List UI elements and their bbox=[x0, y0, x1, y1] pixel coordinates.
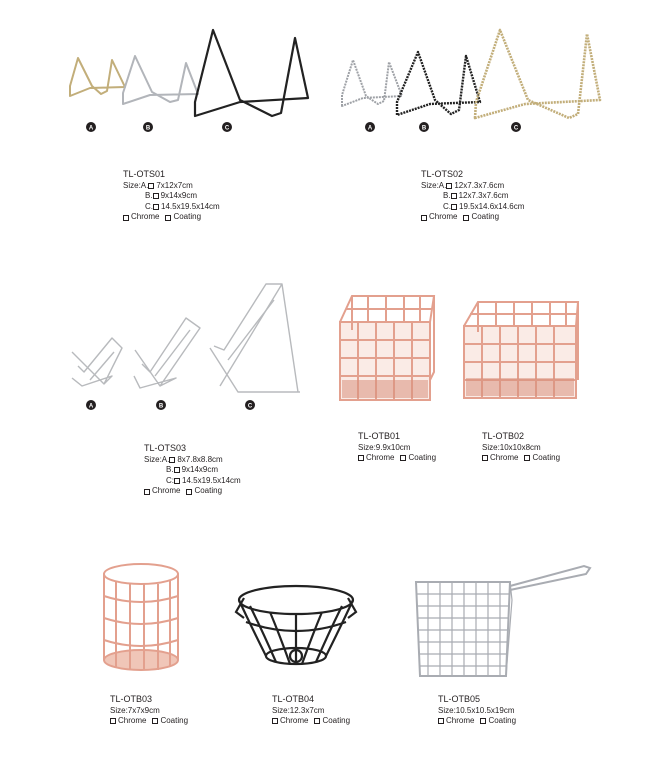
size-value: 14.5x19.5x14cm bbox=[182, 475, 241, 485]
coating-option[interactable] bbox=[152, 716, 188, 727]
chrome-option[interactable] bbox=[482, 453, 518, 464]
size-checkbox[interactable] bbox=[169, 457, 175, 463]
size-value: Size:10x10x8cm bbox=[482, 442, 541, 452]
size-option-label: C. bbox=[443, 201, 451, 211]
stand-ots03-c bbox=[210, 284, 300, 392]
chrome-label: Chrome bbox=[118, 716, 147, 726]
coating-option[interactable] bbox=[480, 716, 516, 727]
spec-block-ots03 bbox=[144, 443, 241, 497]
spec-block-otb02 bbox=[482, 431, 566, 464]
product-code: TL-OTS03 bbox=[144, 443, 187, 453]
coating-label: Coating bbox=[408, 453, 437, 463]
chrome-checkbox[interactable] bbox=[272, 718, 278, 724]
coating-label: Coating bbox=[471, 212, 500, 222]
coating-checkbox[interactable] bbox=[463, 215, 469, 221]
product-code: TL-OTB01 bbox=[358, 431, 401, 441]
size-option-label: B. bbox=[443, 191, 451, 201]
size-value: 12x7.3x7.6cm bbox=[458, 191, 509, 201]
chrome-checkbox[interactable] bbox=[144, 489, 150, 495]
size-checkbox[interactable] bbox=[153, 204, 159, 210]
finish-options bbox=[272, 716, 356, 727]
size-checkbox[interactable] bbox=[148, 183, 154, 189]
size-value: 7x12x7cm bbox=[156, 180, 193, 190]
size-option-label: C. bbox=[145, 201, 153, 211]
size-row-c bbox=[123, 202, 220, 213]
coating-option[interactable] bbox=[463, 212, 499, 223]
marker-ots03-a bbox=[86, 400, 96, 410]
chrome-label: Chrome bbox=[280, 716, 309, 726]
size-value: 14.5x19.5x14cm bbox=[161, 201, 220, 211]
spec-block-otb04 bbox=[272, 694, 356, 727]
size-label: Size: bbox=[421, 180, 439, 190]
chrome-option[interactable] bbox=[421, 212, 457, 223]
chrome-option[interactable] bbox=[110, 716, 146, 727]
size-option-label: C: bbox=[166, 475, 174, 485]
size-checkbox[interactable] bbox=[446, 183, 452, 189]
marker-ots03-c bbox=[245, 400, 255, 410]
size-row-c bbox=[144, 476, 241, 487]
chrome-checkbox[interactable] bbox=[110, 718, 116, 724]
coating-checkbox[interactable] bbox=[186, 489, 192, 495]
coating-label: Coating bbox=[194, 486, 223, 496]
chrome-option[interactable] bbox=[272, 716, 308, 727]
size-checkbox[interactable] bbox=[174, 478, 180, 484]
svg-text:B: B bbox=[145, 125, 151, 132]
coating-label: Coating bbox=[160, 716, 189, 726]
coating-label: Coating bbox=[322, 716, 351, 726]
spec-block-ots01 bbox=[123, 169, 220, 223]
size-value: 9x14x9cm bbox=[160, 191, 198, 201]
stand-ots02-a bbox=[342, 60, 402, 106]
coating-option[interactable] bbox=[524, 453, 560, 464]
size-row-b bbox=[123, 191, 220, 202]
stand-ots01-c bbox=[195, 30, 308, 116]
spec-block-otb01 bbox=[358, 431, 442, 464]
stand-ots01-b bbox=[123, 56, 198, 104]
chrome-label: Chrome bbox=[490, 453, 519, 463]
stand-ots01-a bbox=[70, 58, 125, 96]
coating-option[interactable] bbox=[186, 486, 222, 497]
basket-otb03 bbox=[104, 564, 178, 670]
chrome-option[interactable] bbox=[123, 212, 159, 223]
size-value: 8x7.8x8.8cm bbox=[177, 454, 223, 464]
chrome-option[interactable] bbox=[438, 716, 474, 727]
basket-otb05 bbox=[416, 566, 590, 676]
size-row-a bbox=[123, 181, 220, 192]
chrome-label: Chrome bbox=[131, 212, 160, 222]
basket-otb04 bbox=[236, 586, 356, 664]
finish-options bbox=[438, 716, 522, 727]
coating-option[interactable] bbox=[314, 716, 350, 727]
size-checkbox[interactable] bbox=[451, 204, 457, 210]
svg-text:B: B bbox=[421, 125, 427, 132]
finish-options bbox=[123, 212, 220, 223]
size-checkbox[interactable] bbox=[451, 193, 457, 199]
size-option-label: B. bbox=[166, 465, 174, 475]
size-label: Size: bbox=[123, 180, 141, 190]
coating-checkbox[interactable] bbox=[480, 718, 486, 724]
chrome-checkbox[interactable] bbox=[482, 455, 488, 461]
chrome-label: Chrome bbox=[429, 212, 458, 222]
marker-ots01-b bbox=[143, 122, 153, 132]
size-value: Size:12.3x7cm bbox=[272, 705, 325, 715]
size-option-label: A. bbox=[161, 454, 170, 464]
size-option-label: B. bbox=[145, 191, 153, 201]
size-value: Size:9.9x10cm bbox=[358, 442, 411, 452]
size-row-a bbox=[144, 455, 241, 466]
spec-block-otb05 bbox=[438, 694, 522, 727]
size-value: Size:7x7x9cm bbox=[110, 705, 160, 715]
chrome-checkbox[interactable] bbox=[421, 215, 427, 221]
size-value: 9x14x9cm bbox=[181, 465, 219, 475]
chrome-option[interactable] bbox=[144, 486, 180, 497]
chrome-label: Chrome bbox=[152, 486, 181, 496]
product-code: TL-OTB03 bbox=[110, 694, 153, 704]
coating-option[interactable] bbox=[400, 453, 436, 464]
coating-label: Coating bbox=[532, 453, 561, 463]
product-code: TL-OTB04 bbox=[272, 694, 315, 704]
product-code: TL-OTS02 bbox=[421, 169, 464, 179]
product-code: TL-OTS01 bbox=[123, 169, 166, 179]
spec-block-ots02 bbox=[421, 169, 524, 223]
marker-ots03-b bbox=[156, 400, 166, 410]
finish-options bbox=[358, 453, 442, 464]
stand-ots02-b bbox=[397, 52, 480, 115]
chrome-checkbox[interactable] bbox=[123, 215, 129, 221]
coating-checkbox[interactable] bbox=[165, 215, 171, 221]
size-value: 19.5x14.6x14.6cm bbox=[459, 201, 525, 211]
coating-checkbox[interactable] bbox=[314, 718, 320, 724]
coating-label: Coating bbox=[173, 212, 202, 222]
spec-block-otb03 bbox=[110, 694, 194, 727]
stand-ots03-a bbox=[72, 338, 122, 386]
coating-checkbox[interactable] bbox=[400, 455, 406, 461]
stand-ots02-c bbox=[475, 30, 600, 118]
coating-checkbox[interactable] bbox=[524, 455, 530, 461]
size-label: Size: bbox=[144, 454, 162, 464]
size-value: 12x7.3x7.6cm bbox=[454, 180, 505, 190]
size-row-c bbox=[421, 202, 524, 213]
finish-options bbox=[482, 453, 566, 464]
size-row-b bbox=[144, 465, 241, 476]
chrome-checkbox[interactable] bbox=[438, 718, 444, 724]
size-row-a bbox=[421, 181, 524, 192]
marker-ots01-a bbox=[86, 122, 96, 132]
svg-text:B: B bbox=[158, 403, 164, 410]
chrome-label: Chrome bbox=[446, 716, 475, 726]
svg-text:C: C bbox=[224, 125, 230, 132]
coating-checkbox[interactable] bbox=[152, 718, 158, 724]
finish-options bbox=[421, 212, 524, 223]
size-option-label: A. bbox=[438, 180, 447, 190]
size-row-b bbox=[421, 191, 524, 202]
product-code: TL-OTB02 bbox=[482, 431, 525, 441]
marker-ots02-c bbox=[511, 122, 521, 132]
chrome-option[interactable] bbox=[358, 453, 394, 464]
svg-text:A: A bbox=[88, 403, 94, 410]
svg-text:C: C bbox=[513, 125, 519, 132]
svg-text:A: A bbox=[367, 125, 373, 132]
chrome-label: Chrome bbox=[366, 453, 395, 463]
basket-otb01 bbox=[340, 296, 434, 400]
size-checkbox[interactable] bbox=[153, 193, 159, 199]
product-code: TL-OTB05 bbox=[438, 694, 481, 704]
size-value: Size:10.5x10.5x19cm bbox=[438, 705, 515, 715]
chrome-checkbox[interactable] bbox=[358, 455, 364, 461]
marker-ots02-b bbox=[419, 122, 429, 132]
marker-ots02-a bbox=[365, 122, 375, 132]
coating-option[interactable] bbox=[165, 212, 201, 223]
svg-text:A: A bbox=[88, 125, 94, 132]
basket-otb02 bbox=[464, 302, 578, 398]
size-option-label: A. bbox=[140, 180, 149, 190]
size-checkbox[interactable] bbox=[174, 467, 180, 473]
finish-options bbox=[144, 486, 241, 497]
svg-text:C: C bbox=[247, 403, 253, 410]
stand-ots03-b bbox=[134, 318, 200, 388]
coating-label: Coating bbox=[488, 716, 517, 726]
finish-options bbox=[110, 716, 194, 727]
marker-ots01-c bbox=[222, 122, 232, 132]
